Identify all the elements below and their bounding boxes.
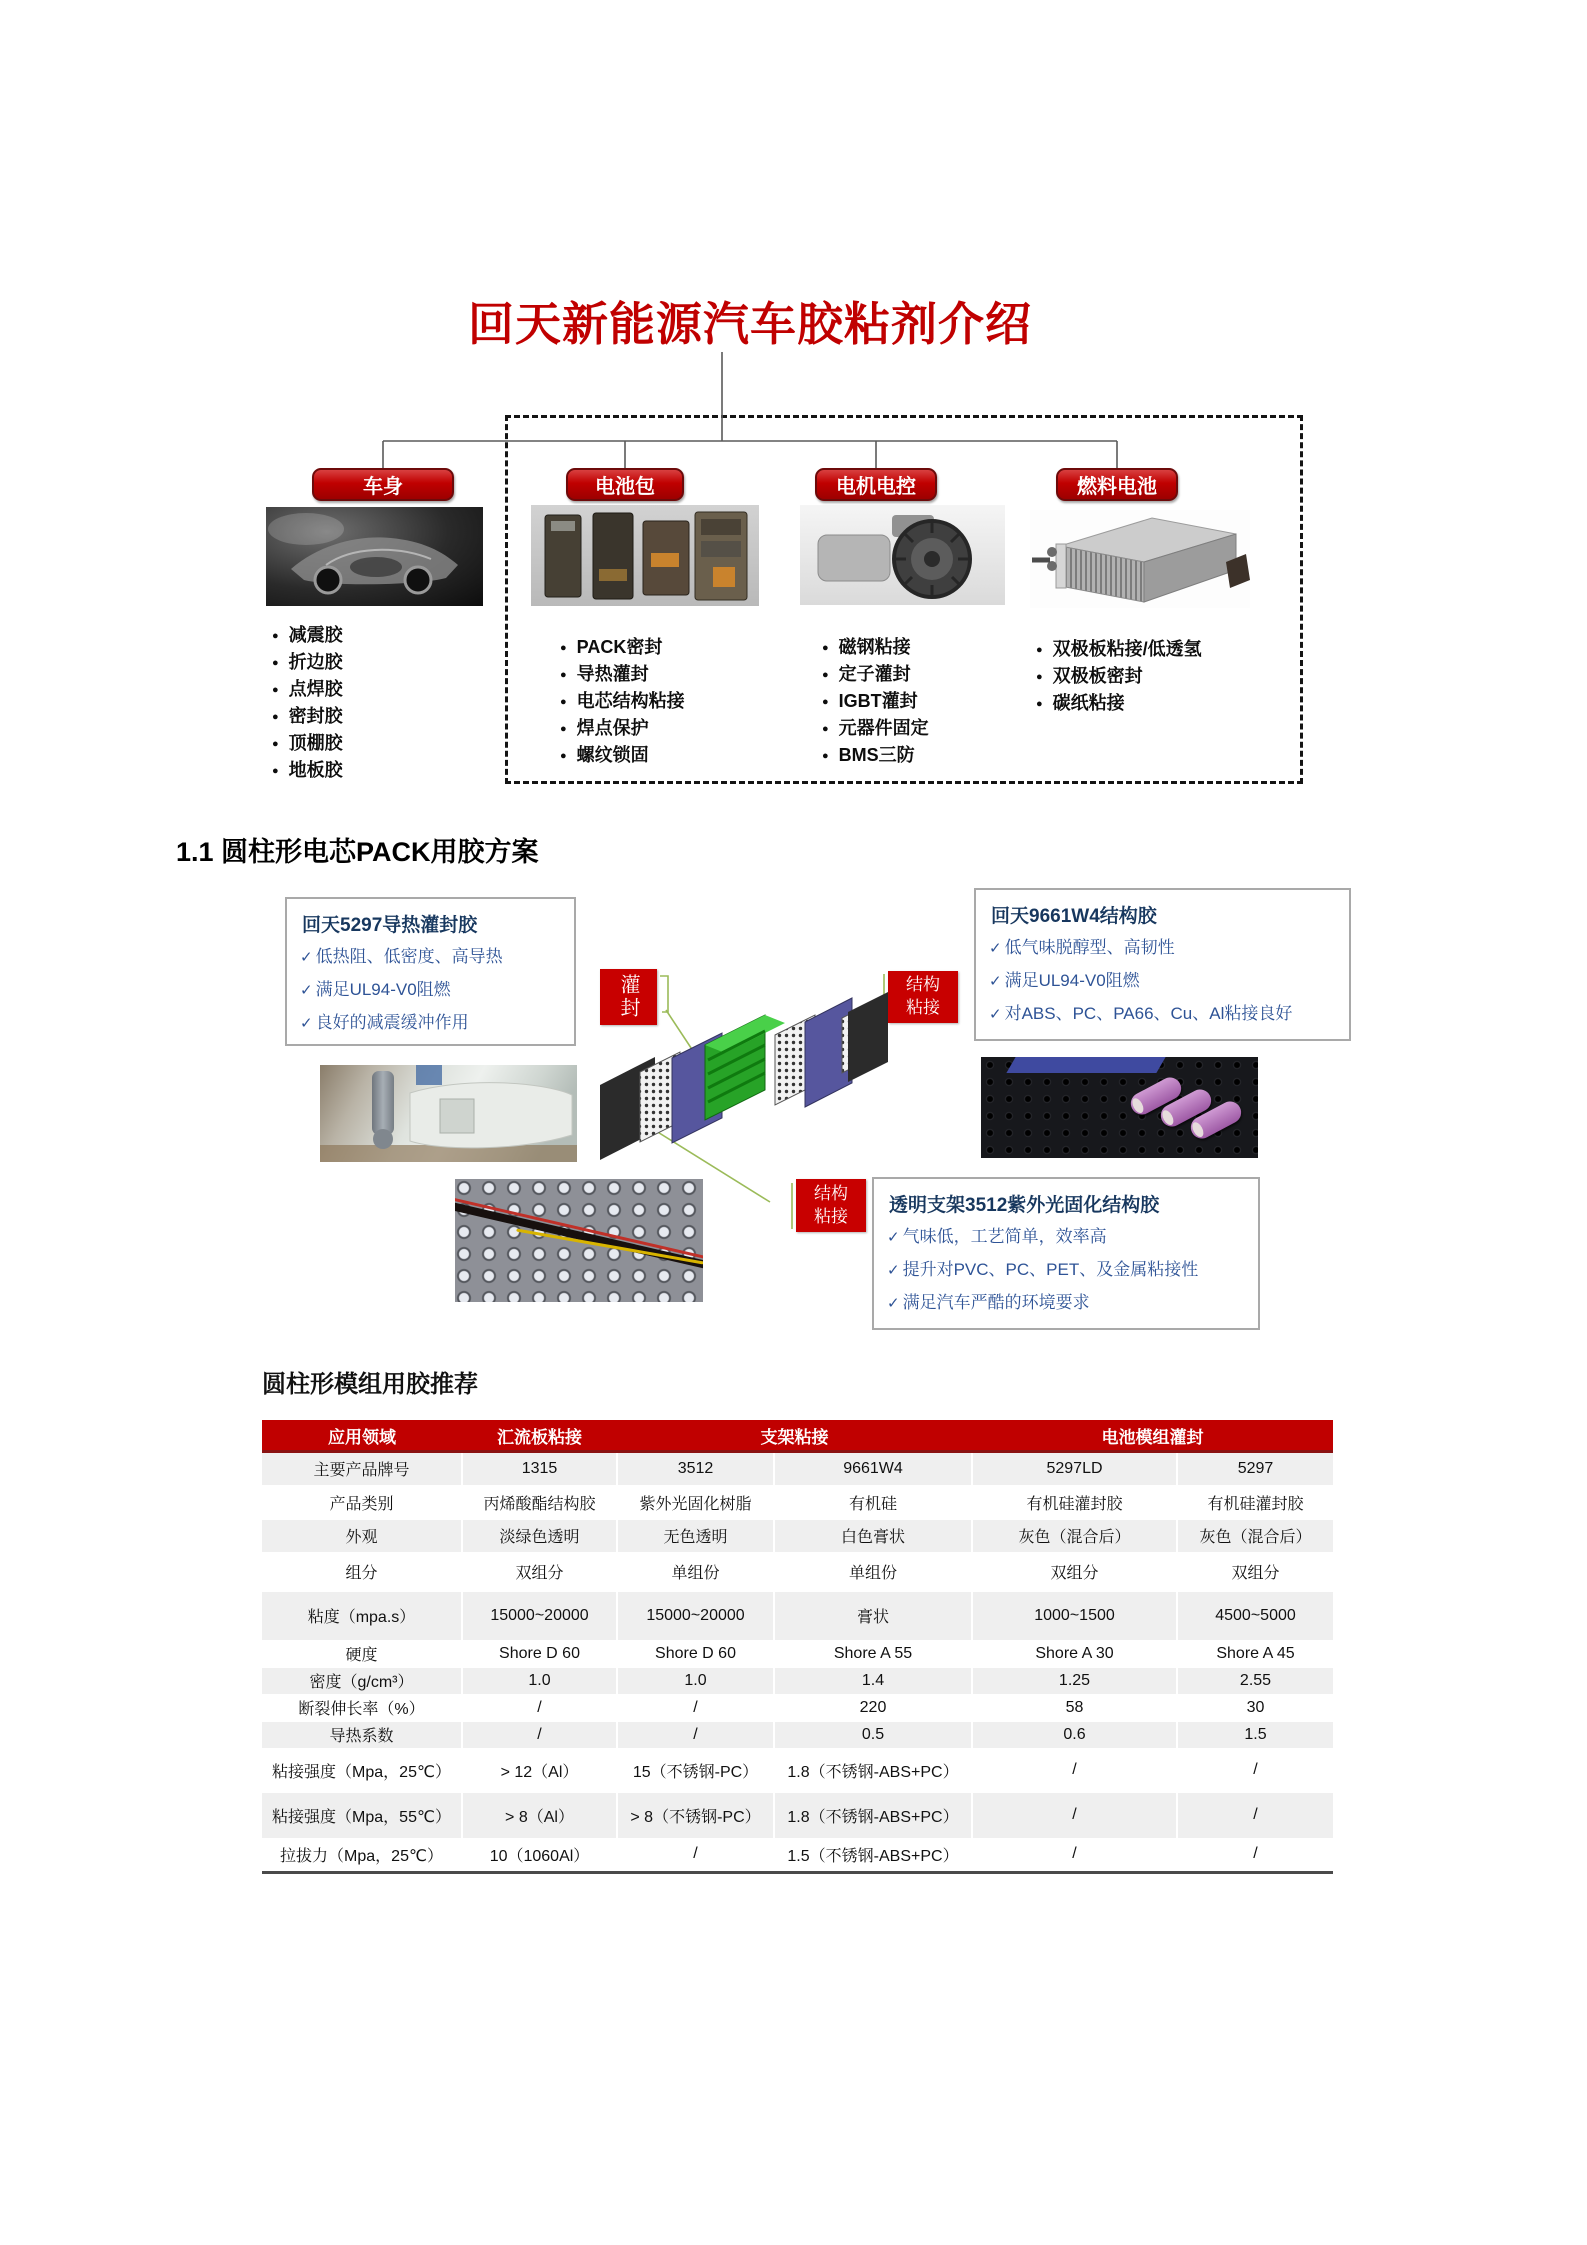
label-structural-bonding-top	[888, 971, 958, 1023]
callout-9661w4-structural-glue	[974, 888, 1351, 1041]
cell-5297ld: /	[972, 1748, 1177, 1793]
cell-5297ld: 灰色（混合后）	[972, 1520, 1177, 1552]
list-item-label: 定子灌封	[838, 664, 911, 684]
list-item-label: 电芯结构粘接	[576, 691, 685, 711]
table-row	[262, 1722, 1333, 1748]
cell-3512: > 8（不锈钢-PC）	[617, 1793, 774, 1838]
tree-node-motor-control: 电机电控	[815, 468, 937, 501]
cell-5297: /	[1177, 1748, 1333, 1793]
row-label: 拉拔力（Mpa，25℃）	[280, 1847, 443, 1865]
cell-1315: 1.0	[462, 1668, 617, 1694]
feature-point-text: 满足UL94-V0阻燃	[1004, 971, 1140, 990]
list-item	[272, 730, 343, 757]
table-row	[262, 1640, 1333, 1668]
table-row	[262, 1748, 1333, 1793]
cell-9661w4: 有机硅	[774, 1485, 972, 1520]
list-item	[272, 757, 343, 784]
list-item	[272, 622, 343, 649]
cell-1315: 双组分	[462, 1552, 617, 1592]
car-body-adhesive-list	[272, 622, 343, 784]
cell-3512: 紫外光固化树脂	[617, 1485, 774, 1520]
feature-point	[300, 974, 574, 1007]
list-item-label: 双极板粘接/低透氢	[1052, 639, 1202, 659]
feature-point-text: 满足UL94-V0阻燃	[315, 980, 451, 999]
feature-point	[887, 1221, 1258, 1254]
list-item-label: 折边胶	[288, 652, 343, 672]
glue-recommendation-table	[262, 1420, 1333, 1874]
table-row	[262, 1452, 1333, 1485]
check-icon: ✓	[989, 1006, 1002, 1023]
label-potting-text: 灌封	[617, 974, 639, 1020]
row-label: 外观	[345, 1529, 378, 1546]
feature-point	[989, 965, 1349, 998]
callout-5297-potting-glue	[285, 897, 576, 1046]
list-item	[822, 715, 929, 742]
battery-pack-adhesive-list	[560, 634, 685, 769]
cell-3512: 1.0	[617, 1668, 774, 1694]
bullet-icon: ●	[272, 711, 279, 723]
check-icon: ✓	[887, 1295, 900, 1312]
bullet-icon: ●	[822, 723, 829, 735]
bullet-icon: ●	[272, 765, 279, 777]
cell-5297ld: 0.6	[972, 1722, 1177, 1748]
cell-9661w4: 1.4	[774, 1668, 972, 1694]
cell-3512: 无色透明	[617, 1520, 774, 1552]
feature-point-text: 良好的减震缓冲作用	[315, 1013, 469, 1032]
cell-3512: /	[617, 1838, 774, 1873]
cell-9661w4: 单组份	[774, 1552, 972, 1592]
cell-5297ld: 1.25	[972, 1668, 1177, 1694]
check-icon: ✓	[989, 973, 1002, 990]
col-header-module-potting: 电池模组灌封	[972, 1420, 1333, 1452]
bullet-icon: ●	[560, 669, 567, 681]
table-row	[262, 1552, 1333, 1592]
bullet-icon: ●	[560, 723, 567, 735]
row-label: 粘接强度（Mpa，25℃）	[272, 1763, 451, 1781]
cell-5297: 5297	[1177, 1452, 1333, 1485]
bullet-icon: ●	[822, 696, 829, 708]
feature-point	[300, 941, 574, 974]
feature-point-text: 气味低，工艺简单，效率高	[902, 1227, 1107, 1246]
cell-1315: /	[462, 1694, 617, 1722]
feature-point-text: 满足汽车严酷的环境要求	[902, 1293, 1090, 1312]
label-structural-bonding-bottom	[796, 1179, 866, 1232]
cell-5297: 有机硅灌封胶	[1177, 1485, 1333, 1520]
cell-9661w4: 1.8（不锈钢-ABS+PC）	[774, 1748, 972, 1793]
feature-point	[887, 1287, 1258, 1320]
label-structural-text: 结构粘接	[814, 1183, 848, 1226]
row-label: 产品类别	[329, 1495, 394, 1513]
callout-title: 透明支架3512紫外光固化结构胶	[889, 1195, 1160, 1216]
bullet-icon: ●	[1036, 671, 1043, 683]
row-label: 导热系数	[329, 1728, 394, 1745]
table-header-row	[262, 1420, 1333, 1452]
cell-5297: Shore A 45	[1177, 1640, 1333, 1668]
cell-9661w4: 1.5（不锈钢-ABS+PC）	[774, 1838, 972, 1873]
cell-5297ld: 5297LD	[972, 1452, 1177, 1485]
bullet-icon: ●	[1036, 644, 1043, 656]
bullet-icon: ●	[822, 669, 829, 681]
cell-1315: > 8（Al）	[462, 1793, 617, 1838]
list-item	[560, 742, 685, 769]
cell-1315: 1315	[462, 1452, 617, 1485]
row-label: 主要产品牌号	[313, 1462, 410, 1480]
cell-5297: 30	[1177, 1694, 1333, 1722]
list-item-label: 减震胶	[288, 625, 343, 645]
list-item-label: IGBT灌封	[838, 691, 918, 711]
cell-5297: 双组分	[1177, 1552, 1333, 1592]
col-header-application: 应用领域	[262, 1420, 462, 1452]
list-item-label: 点焊胶	[288, 679, 343, 699]
cell-1315: 15000~20000	[462, 1592, 617, 1640]
list-item	[560, 634, 685, 661]
bullet-icon: ●	[560, 642, 567, 654]
table-row	[262, 1694, 1333, 1722]
table-title: 圆柱形模组用胶推荐	[262, 1371, 478, 1398]
cell-3512: /	[617, 1694, 774, 1722]
feature-point-text: 提升对PVC、PC、PET、及金属粘接性	[902, 1260, 1199, 1279]
bullet-icon: ●	[1036, 698, 1043, 710]
cell-5297: /	[1177, 1793, 1333, 1838]
table-row	[262, 1793, 1333, 1838]
row-label: 粘度（mpa.s）	[307, 1609, 416, 1626]
table-row	[262, 1838, 1333, 1873]
table-row	[262, 1485, 1333, 1520]
cell-9661w4: 0.5	[774, 1722, 972, 1748]
black-wire	[455, 1201, 703, 1273]
cell-holder-tray-photo	[455, 1179, 703, 1302]
list-item	[1036, 663, 1202, 690]
feature-point	[989, 932, 1349, 965]
callout-points	[300, 941, 574, 1040]
table-row	[262, 1668, 1333, 1694]
list-item-label: PACK密封	[576, 637, 663, 657]
table-row	[262, 1592, 1333, 1640]
bullet-icon: ●	[272, 684, 279, 696]
list-item	[822, 742, 929, 769]
cell-5297ld: 双组分	[972, 1552, 1177, 1592]
cell-1315: 丙烯酸酯结构胶	[462, 1485, 617, 1520]
bullet-icon: ●	[272, 657, 279, 669]
cell-1315: > 12（Al）	[462, 1748, 617, 1793]
list-item-label: 磁钢粘接	[838, 637, 911, 657]
list-item-label: 顶棚胶	[288, 733, 343, 753]
row-label: 粘接强度（Mpa，55℃）	[272, 1808, 451, 1826]
cell-3512: 单组份	[617, 1552, 774, 1592]
list-item	[560, 688, 685, 715]
list-item	[822, 634, 929, 661]
check-icon: ✓	[887, 1229, 900, 1246]
label-potting	[600, 969, 657, 1025]
cell-1315: Shore D 60	[462, 1640, 617, 1668]
cell-9661w4: 220	[774, 1694, 972, 1722]
bullet-icon: ●	[822, 642, 829, 654]
fuel-cell-adhesive-list	[1036, 636, 1202, 717]
col-header-bracket-bonding: 支架粘接	[617, 1420, 972, 1452]
list-item	[272, 676, 343, 703]
potting-process-photo	[320, 1065, 577, 1162]
list-item	[272, 703, 343, 730]
cell-9661w4: 1.8（不锈钢-ABS+PC）	[774, 1793, 972, 1838]
cell-5297: /	[1177, 1838, 1333, 1873]
check-icon: ✓	[887, 1262, 900, 1279]
callout-title: 回天9661W4结构胶	[991, 906, 1157, 927]
cell-5297ld: Shore A 30	[972, 1640, 1177, 1668]
list-item-label: 元器件固定	[838, 718, 929, 738]
list-item	[560, 661, 685, 688]
cell-5297ld: 1000~1500	[972, 1592, 1177, 1640]
bullet-icon: ●	[560, 696, 567, 708]
bullet-icon: ●	[272, 738, 279, 750]
section-heading: 1.1 圆柱形电芯PACK用胶方案	[176, 837, 539, 867]
cell-9661w4: 9661W4	[774, 1452, 972, 1485]
check-icon: ✓	[989, 940, 1002, 957]
list-item-label: 碳纸粘接	[1052, 693, 1125, 713]
table-body	[262, 1452, 1333, 1873]
list-item	[1036, 636, 1202, 663]
row-label: 硬度	[345, 1647, 378, 1664]
motor-control-adhesive-list	[822, 634, 929, 769]
electric-motor-photo	[800, 505, 1005, 605]
battery-modules-graphic	[531, 505, 759, 606]
cell-5297: 4500~5000	[1177, 1592, 1333, 1640]
car-silhouette-graphic	[266, 507, 483, 606]
battery-tray-cells-photo	[981, 1057, 1258, 1158]
page-title: 回天新能源汽车胶粘剂介绍	[468, 298, 1032, 350]
battery-pack-modules-photo	[531, 505, 759, 606]
tree-node-fuel-cell: 燃料电池	[1056, 468, 1178, 501]
cell-5297: 1.5	[1177, 1722, 1333, 1748]
feature-point	[300, 1007, 574, 1040]
list-item-label: 双极板密封	[1052, 666, 1143, 686]
cell-1315: 10（1060Al）	[462, 1838, 617, 1873]
cell-5297ld: 58	[972, 1694, 1177, 1722]
list-item	[1036, 690, 1202, 717]
feature-point-text: 低热阻、低密度、高导热	[315, 947, 503, 966]
list-item-label: 密封胶	[288, 706, 343, 726]
cell-9661w4: 白色膏状	[774, 1520, 972, 1552]
bullet-icon: ●	[272, 630, 279, 642]
check-icon: ✓	[300, 1015, 313, 1032]
cell-3512: Shore D 60	[617, 1640, 774, 1668]
feature-point	[887, 1254, 1258, 1287]
list-item-label: 导热灌封	[576, 664, 649, 684]
callout-points	[989, 932, 1349, 1031]
cell-3512: 15000~20000	[617, 1592, 774, 1640]
tree-node-battery-pack: 电池包	[566, 468, 684, 501]
potting-graphic	[320, 1065, 577, 1162]
cell-9661w4: 膏状	[774, 1592, 972, 1640]
row-label: 断裂伸长率（%）	[298, 1701, 425, 1718]
label-structural-text: 结构粘接	[906, 975, 940, 1017]
cell-1315: /	[462, 1722, 617, 1748]
list-item	[272, 649, 343, 676]
fuel-cell-graphic	[1030, 510, 1250, 608]
tree-node-car-body: 车身	[312, 468, 454, 501]
feature-point-text: 低气味脱醇型、高韧性	[1004, 938, 1175, 957]
fuel-cell-stack-photo	[1030, 510, 1250, 608]
bullet-icon: ●	[560, 750, 567, 762]
cell-1315: 淡绿色透明	[462, 1520, 617, 1552]
check-icon: ✓	[300, 949, 313, 966]
callout-points	[887, 1221, 1258, 1320]
motor-graphic	[800, 505, 1005, 605]
list-item	[560, 715, 685, 742]
list-item	[822, 688, 929, 715]
cell-3512: 15（不锈钢-PC）	[617, 1748, 774, 1793]
cell-3512: /	[617, 1722, 774, 1748]
cell-5297ld: /	[972, 1838, 1177, 1873]
cell-3512: 3512	[617, 1452, 774, 1485]
col-header-busbar-bonding: 汇流板粘接	[462, 1420, 617, 1452]
bullet-icon: ●	[822, 750, 829, 762]
list-item	[822, 661, 929, 688]
feature-point-text: 对ABS、PC、PA66、Cu、Al粘接良好	[1004, 1004, 1293, 1023]
row-label: 组分	[345, 1565, 378, 1582]
blue-module-part	[1006, 1057, 1165, 1073]
list-item-label: 螺纹锁固	[576, 745, 649, 765]
check-icon: ✓	[300, 982, 313, 999]
callout-title: 回天5297导热灌封胶	[302, 915, 478, 936]
list-item-label: 焊点保护	[576, 718, 649, 738]
cell-5297ld: 有机硅灌封胶	[972, 1485, 1177, 1520]
transparent-car-photo	[266, 507, 483, 606]
cell-5297: 灰色（混合后）	[1177, 1520, 1333, 1552]
cell-5297: 2.55	[1177, 1668, 1333, 1694]
callout-3512-uv-structural-glue	[872, 1177, 1260, 1330]
table-row	[262, 1520, 1333, 1552]
row-label: 密度（g/cm³）	[309, 1674, 414, 1691]
list-item-label: BMS三防	[838, 745, 915, 765]
cell-5297ld: /	[972, 1793, 1177, 1838]
cell-9661w4: Shore A 55	[774, 1640, 972, 1668]
feature-point	[989, 998, 1349, 1031]
list-item-label: 地板胶	[288, 760, 343, 780]
